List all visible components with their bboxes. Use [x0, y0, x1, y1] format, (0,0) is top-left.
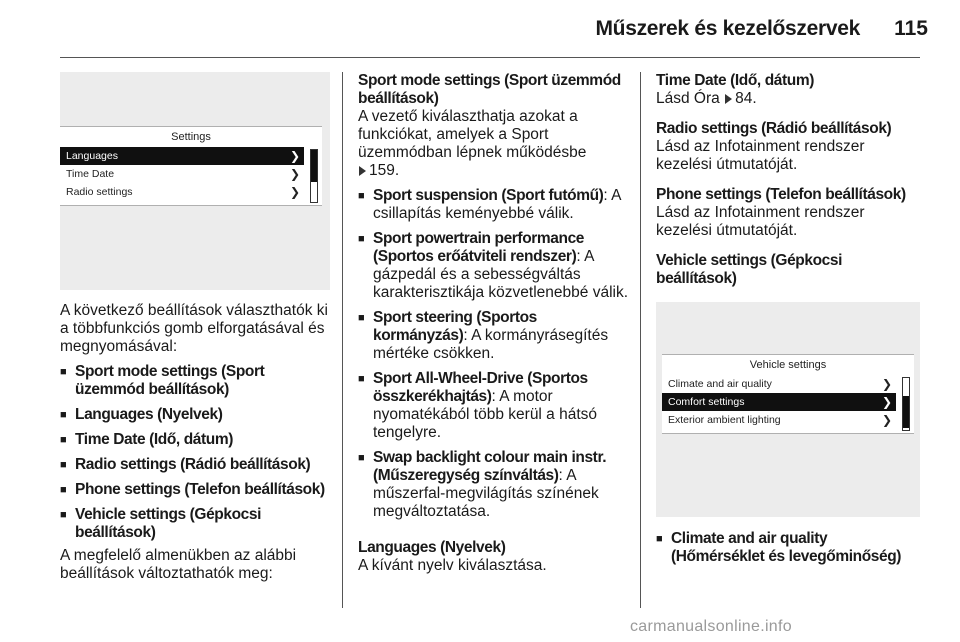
- watermark: carmanualsonline.info: [630, 618, 792, 635]
- column-2: [358, 72, 628, 575]
- section-heading: Vehicle settings (Gépkocsi beállítások): [656, 252, 843, 287]
- chevron-right-icon: ❯: [881, 413, 892, 427]
- bullet-term: Swap backlight colour main instr. (Műszeregység színváltás): [373, 449, 607, 484]
- bullet-item: ■ Climate and air quality (Hőmérséklet és levegőminőség): [656, 530, 920, 566]
- menu-item-comfort: [662, 393, 896, 411]
- settings-screen-image: [60, 72, 330, 290]
- bullet-term: Sport All-Wheel-Drive (Sportos összkerékhajtás): [373, 370, 588, 405]
- header-divider: [60, 57, 920, 58]
- section-text: A kívánt nyelv kiválasztása.: [358, 557, 547, 574]
- menu-item-languages: [60, 147, 304, 165]
- section-heading: Languages (Nyelvek): [358, 539, 506, 556]
- vehicle-settings-display: [662, 354, 914, 434]
- bullet-term: Sport suspension (Sport futómű): [373, 187, 604, 204]
- section-text: [358, 108, 628, 180]
- page-reference: 84.: [735, 90, 757, 107]
- menu-item-label: Exterior ambient lighting: [668, 414, 781, 426]
- page-reference-icon: [725, 94, 732, 104]
- bullet-description: : A kormányrásegítés mértéke csökken.: [373, 327, 609, 362]
- bullet-description: : A motor nyomatékából több kerül a hátsó tengelyre.: [373, 388, 598, 441]
- bullet-description: : A gázpedál és a sebességváltás karakterisztikája közvetlenebbé válik.: [373, 248, 629, 301]
- bullet-term: Sport powertrain performance (Sportos erőátviteli rendszer): [373, 230, 585, 265]
- chevron-right-icon: ❯: [289, 149, 300, 163]
- bullet-term: Sport steering (Sportos kormányzás): [373, 309, 537, 344]
- vehicle-settings-screen-image: [656, 302, 920, 517]
- screen-title: Vehicle settings: [749, 359, 827, 371]
- menu-item-label: Comfort settings: [668, 396, 745, 408]
- menu-item-label: Time Date: [66, 168, 115, 180]
- scrollbar-thumb: [903, 396, 909, 428]
- section-text: Lásd az Infotainment rendszer kezelési útmutatóját.: [656, 138, 865, 173]
- column-1: [60, 72, 330, 583]
- column-divider: [342, 72, 343, 608]
- page-header-title: Műszerek és kezelőszervek: [595, 17, 860, 40]
- chevron-right-icon: ❯: [881, 395, 892, 409]
- bullet-item: ■ Phone settings (Telefon beállítások): [60, 481, 330, 499]
- settings-display: [60, 126, 322, 206]
- bullet-item: [358, 309, 628, 363]
- scrollbar: [902, 377, 910, 431]
- outro-text: A megfelelő almenükben az alábbi beállítások változtathatók meg:: [60, 547, 297, 582]
- chevron-right-icon: ❯: [881, 377, 892, 391]
- body-text: A vezető kiválaszthatja azokat a funkciókat, amelyek a Sport üzemmódban lépnek működésbe: [358, 108, 587, 161]
- bullet-item: [358, 187, 628, 223]
- chevron-right-icon: ❯: [289, 185, 300, 199]
- bullet-description: : A műszerfal-megvilágítás színének megváltoztatása.: [373, 467, 599, 520]
- body-text: Lásd Óra: [656, 90, 720, 107]
- page-number: 115: [894, 17, 928, 40]
- page-reference: 159.: [369, 162, 400, 179]
- column-3: [656, 72, 920, 566]
- scrollbar-thumb: [311, 150, 317, 182]
- bullet-item: [358, 449, 628, 521]
- bullet-item: ■ Sport mode settings (Sport üzemmód beállítások): [60, 363, 330, 399]
- menu-item-climate: [662, 375, 896, 393]
- section-text: Lásd az Infotainment rendszer kezelési útmutatóját.: [656, 204, 865, 239]
- menu-item-radio-settings: [60, 183, 304, 201]
- bullet-item: ■ Vehicle settings (Gépkocsi beállítások): [60, 506, 330, 542]
- intro-text: A következő beállítások választhatók ki a többfunkciós gomb elforgatásával és megnyomásával:: [60, 302, 328, 355]
- screen-title: Settings: [171, 131, 211, 143]
- scrollbar: [310, 149, 318, 203]
- section-text: [656, 90, 920, 108]
- menu-item-label: Radio settings: [66, 186, 133, 198]
- bullet-item: [358, 230, 628, 302]
- bullet-description: : A csillapítás keményebbé válik.: [373, 187, 621, 222]
- section-heading: Time Date (Idő, dátum): [656, 72, 814, 89]
- menu-item-label: Climate and air quality: [668, 378, 772, 390]
- section-heading: Phone settings (Telefon beállítások): [656, 186, 906, 203]
- menu-item-exterior-lighting: [662, 411, 896, 429]
- chevron-right-icon: ❯: [289, 167, 300, 181]
- menu-item-label: Languages: [66, 150, 118, 162]
- bullet-item: ■ Time Date (Idő, dátum): [60, 431, 330, 449]
- bullet-item: [358, 370, 628, 442]
- bullet-item: ■ Radio settings (Rádió beállítások): [60, 456, 330, 474]
- menu-item-time-date: [60, 165, 304, 183]
- column-divider: [640, 72, 641, 608]
- section-heading: Radio settings (Rádió beállítások): [656, 120, 892, 137]
- bullet-item: ■ Languages (Nyelvek): [60, 406, 330, 424]
- page-reference-icon: [359, 166, 366, 176]
- section-heading: Sport mode settings (Sport üzemmód beállítások): [358, 72, 621, 107]
